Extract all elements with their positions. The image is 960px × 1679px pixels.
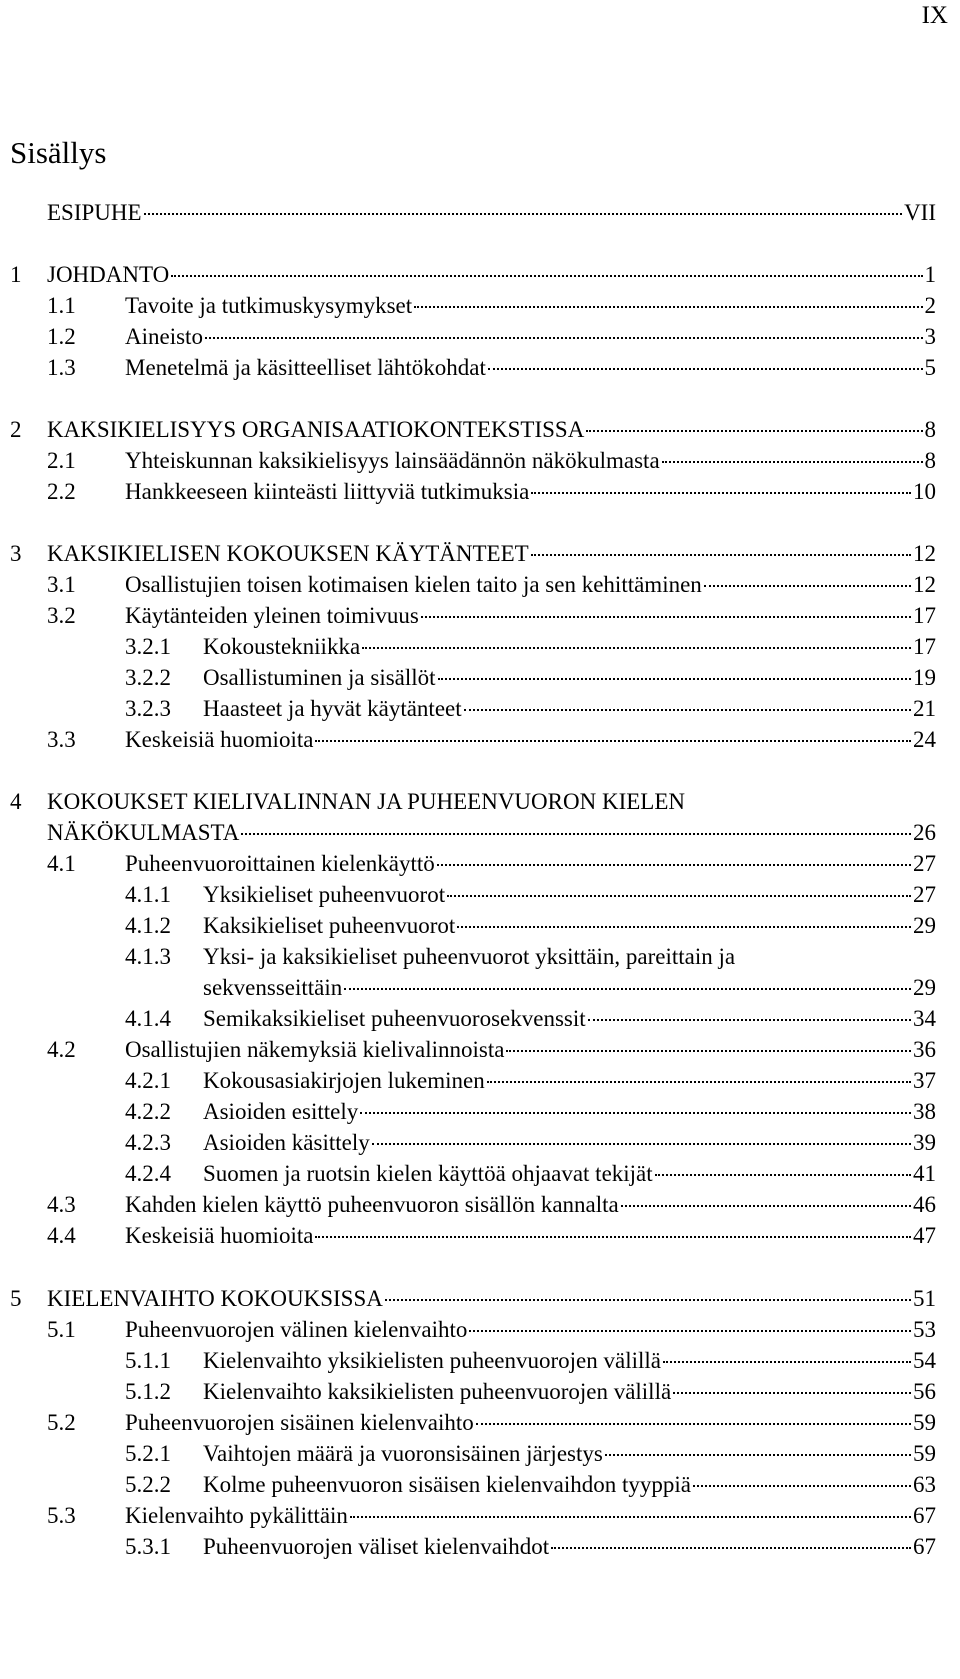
toc-entry-title: KAKSIKIELISEN KOKOUKSEN KÄYTÄNTEET: [47, 541, 529, 566]
toc-entry-page: 41: [913, 1161, 936, 1186]
toc-entry-number: 4.4: [47, 1223, 76, 1248]
toc-entry: [10, 910, 936, 942]
toc-entry: [10, 352, 936, 384]
toc-entry: [10, 1376, 936, 1408]
toc-entry-page: VII: [904, 200, 936, 225]
toc-entry-title: Asioiden esittely: [203, 1099, 359, 1124]
toc-entry-number: 4.2.2: [125, 1099, 171, 1124]
toc-entry: [10, 941, 936, 973]
page-number: IX: [921, 2, 948, 29]
toc-entry-number: 4.1.2: [125, 913, 171, 938]
toc-entry-row: [10, 879, 936, 911]
dot-leader: [531, 492, 911, 494]
toc-entry-page: 56: [913, 1379, 936, 1404]
dot-leader: [447, 895, 911, 897]
toc-entry-number: 4: [10, 789, 22, 814]
toc-entry-row: [10, 476, 936, 508]
toc-entry-page: 27: [913, 882, 936, 907]
toc-entry-title: Osallistujien toisen kotimaisen kielen taito ja sen kehittäminen: [125, 572, 702, 597]
toc-entry-row: [10, 1065, 936, 1097]
toc-entry: [10, 662, 936, 694]
toc-entry-number: 5.3.1: [125, 1534, 171, 1559]
toc-entry-page: 17: [913, 634, 936, 659]
toc-entry-title: Kokousasiakirjojen lukeminen: [203, 1068, 485, 1093]
toc-entry-row: [10, 259, 936, 291]
dot-leader: [350, 1516, 911, 1518]
toc-entry-row: [10, 631, 936, 663]
toc-entry: [10, 1065, 936, 1097]
dot-leader: [464, 709, 911, 711]
toc-entry: [10, 600, 936, 632]
toc-entry-page: 12: [913, 572, 936, 597]
toc-entry: [10, 569, 936, 601]
toc-entry-row: [10, 321, 936, 353]
toc-entry: [10, 1531, 936, 1563]
toc-entry: [10, 1096, 936, 1128]
toc-entry: [10, 1438, 936, 1470]
toc-entry-page: 8: [924, 448, 936, 473]
toc-entry-title: Kokoustekniikka: [203, 634, 361, 659]
toc-entry-page: 19: [913, 665, 936, 690]
toc-entry: [10, 1034, 936, 1066]
toc-entry: [10, 848, 936, 880]
toc-entry-row: [10, 724, 936, 756]
toc-entry-title: Asioiden käsittely: [203, 1130, 370, 1155]
toc-entry-title: Suomen ja ruotsin kielen käyttöä ohjaavat tekijät: [203, 1161, 653, 1186]
toc-entry-title: Yksi- ja kaksikieliset puheenvuorot yksittäin, pareittain ja: [203, 944, 736, 969]
dot-leader: [421, 616, 911, 618]
toc-entry-number: 3.3: [47, 727, 76, 752]
toc-entry-number: 5: [10, 1286, 22, 1311]
toc-entry-number: 4.2.1: [125, 1068, 171, 1093]
toc-entry: [10, 1127, 936, 1159]
toc-heading: Sisällys: [10, 135, 107, 170]
toc-entry: [10, 197, 936, 229]
toc-entry-number: 4.1.3: [125, 944, 171, 969]
toc-entry-page: 10: [913, 479, 936, 504]
toc-entry-number: 3.2: [47, 603, 76, 628]
toc-entry-page: 24: [913, 727, 936, 752]
toc-entry: [10, 1220, 936, 1252]
toc-entry-row: [10, 1158, 936, 1190]
toc-entry-number: 5.1.1: [125, 1348, 171, 1373]
dot-leader: [531, 554, 911, 556]
toc-entry: [10, 817, 936, 849]
toc-entry-row: [10, 1531, 936, 1563]
toc-entry-page: 26: [913, 820, 936, 845]
toc-entry-row: [10, 1096, 936, 1128]
dot-leader: [457, 926, 911, 928]
toc-entry-number: 1.1: [47, 293, 76, 318]
toc-entry-title: Puheenvuorojen väliset kielenvaihdot: [203, 1534, 550, 1559]
toc-entry-number: 3.2.1: [125, 634, 171, 659]
toc-entry-page: 54: [913, 1348, 936, 1373]
toc-entry-row: [10, 1034, 936, 1066]
toc-entry-page: 29: [913, 913, 936, 938]
toc-entry: [10, 724, 936, 756]
toc-entry-page: 2: [924, 293, 936, 318]
toc-entry-row: [10, 786, 936, 818]
toc-entry-title: KIELENVAIHTO KOKOUKSISSA: [47, 1286, 383, 1311]
toc-entry-number: 4.1.4: [125, 1006, 171, 1031]
toc-entry: [10, 321, 936, 353]
toc-entry-number: 3.1: [47, 572, 76, 597]
toc-entry-page: 59: [913, 1441, 936, 1466]
dot-leader: [488, 368, 923, 370]
toc-entry-number: 3: [10, 541, 22, 566]
toc-entry: [10, 1314, 936, 1346]
toc-entry-number: 4.2: [47, 1037, 76, 1062]
dot-leader: [704, 585, 911, 587]
toc-entry-row: [10, 600, 936, 632]
dot-leader: [506, 1050, 911, 1052]
toc-entry-row: [10, 569, 936, 601]
toc-entry: [10, 786, 936, 818]
dot-leader: [437, 864, 911, 866]
toc-entry-page: 59: [913, 1410, 936, 1435]
toc-entry: [10, 476, 936, 508]
toc-entry-row: [10, 1376, 936, 1408]
toc-entry-title: Tavoite ja tutkimuskysymykset: [125, 293, 413, 318]
toc-entry-number: 4.3: [47, 1192, 76, 1217]
toc-entry-page: 51: [913, 1286, 936, 1311]
toc-entry-row: [10, 941, 936, 973]
dot-leader: [344, 988, 911, 990]
dot-leader: [663, 1361, 911, 1363]
toc-entry: [10, 693, 936, 725]
toc-entry-title: Yksikieliset puheenvuorot: [203, 882, 446, 907]
toc-entry-title: Kolme puheenvuoron sisäisen kielenvaihdon tyyppiä: [203, 1472, 692, 1497]
toc-entry-title: Hankkeeseen kiinteästi liittyviä tutkimuksia: [125, 479, 530, 504]
toc-entry-number: 5.2.2: [125, 1472, 171, 1497]
toc-entry: [10, 1469, 936, 1501]
toc-entry-page: 29: [913, 975, 936, 1000]
dot-leader: [241, 833, 911, 835]
toc-entry-title: ESIPUHE: [47, 200, 142, 225]
toc-entry: [10, 538, 936, 570]
toc-entry-number: 2.2: [47, 479, 76, 504]
toc-entry-number: 5.2.1: [125, 1441, 171, 1466]
toc-entry-number: 4.1: [47, 851, 76, 876]
toc-entry: [10, 1283, 936, 1315]
toc-entry-title: Kielenvaihto yksikielisten puheenvuorojen välillä: [203, 1348, 661, 1373]
dot-leader: [673, 1392, 911, 1394]
toc-entry-page: 67: [913, 1534, 936, 1559]
toc-entry-title: Haasteet ja hyvät käytänteet: [203, 696, 462, 721]
toc-entry: [10, 1500, 936, 1532]
dot-leader: [385, 1299, 911, 1301]
toc-entry-page: 17: [913, 603, 936, 628]
toc-entry-row: [10, 1003, 936, 1035]
toc-entry-title: Kahden kielen käyttö puheenvuoron sisällön kannalta: [125, 1192, 619, 1217]
toc-entry-title: Keskeisiä huomioita: [125, 1223, 314, 1248]
dot-leader: [360, 1112, 911, 1114]
toc-entry-row: [10, 1407, 936, 1439]
toc-entry-row: [10, 1438, 936, 1470]
dot-leader: [469, 1330, 911, 1332]
toc-entry-title: KOKOUKSET KIELIVALINNAN JA PUHEENVUORON KIELEN: [47, 789, 685, 814]
toc-entry-row: [10, 197, 936, 229]
toc-entry-number: 1.3: [47, 355, 76, 380]
toc-entry-row: [10, 1469, 936, 1501]
toc-entry-row: [10, 1314, 936, 1346]
toc-entry-number: 4.2.4: [125, 1161, 171, 1186]
dot-leader: [438, 678, 911, 680]
toc-entry-page: 36: [913, 1037, 936, 1062]
toc-entry-row: [10, 1345, 936, 1377]
toc-entry-row: [10, 848, 936, 880]
dot-leader: [655, 1174, 911, 1176]
toc-entry-page: 37: [913, 1068, 936, 1093]
toc-entry: [10, 445, 936, 477]
dot-leader: [205, 337, 923, 339]
toc-entry: [10, 414, 936, 446]
toc-entry-row: [10, 662, 936, 694]
dot-leader: [315, 1236, 911, 1238]
dot-leader: [315, 740, 911, 742]
toc-entry-page: 27: [913, 851, 936, 876]
toc-entry-number: 5.3: [47, 1503, 76, 1528]
dot-leader: [487, 1081, 911, 1083]
toc-entry-row: [10, 290, 936, 322]
dot-leader: [551, 1547, 911, 1549]
toc-entry-row: [10, 1220, 936, 1252]
toc-entry-row: [10, 538, 936, 570]
toc-entry: [10, 1003, 936, 1035]
toc-entry-row: [10, 1189, 936, 1221]
toc-entry-page: 5: [924, 355, 936, 380]
toc-entry-row: [10, 817, 936, 849]
dot-leader: [586, 430, 922, 432]
dot-leader: [662, 461, 923, 463]
toc-entry-title: Vaihtojen määrä ja vuoronsisäinen järjestys: [203, 1441, 603, 1466]
toc-entry-page: 3: [924, 324, 936, 349]
toc-entry-page: 12: [913, 541, 936, 566]
toc-entry: [10, 631, 936, 663]
toc-entry-title: Aineisto: [125, 324, 203, 349]
toc-entry-title: Puheenvuorojen sisäinen kielenvaihto: [125, 1410, 474, 1435]
dot-leader: [693, 1485, 911, 1487]
toc-entry-row: [10, 910, 936, 942]
toc-entry: [10, 259, 936, 291]
toc-entry-number: 4.1.1: [125, 882, 171, 907]
toc-entry-number: 3.2.2: [125, 665, 171, 690]
toc-entry-row: [10, 1283, 936, 1315]
toc-entry-row: [10, 1127, 936, 1159]
toc-entry: [10, 879, 936, 911]
toc-entry-number: 1.2: [47, 324, 76, 349]
toc-entry-number: 1: [10, 262, 22, 287]
toc-entry-row: [10, 1500, 936, 1532]
toc-entry-row: [10, 693, 936, 725]
toc-entry-number: 5.2: [47, 1410, 76, 1435]
toc-entry-page: 34: [913, 1006, 936, 1031]
toc-entry-title: sekvensseittäin: [203, 975, 343, 1000]
dot-leader: [621, 1205, 911, 1207]
toc-entry-page: 53: [913, 1317, 936, 1342]
toc-entry: [10, 290, 936, 322]
toc-entry-title: JOHDANTO: [47, 262, 170, 287]
toc-entry-number: 4.2.3: [125, 1130, 171, 1155]
dot-leader: [171, 275, 922, 277]
toc-entry: [10, 1189, 936, 1221]
dot-leader: [414, 306, 922, 308]
toc-entry-title: Puheenvuoroittainen kielenkäyttö: [125, 851, 435, 876]
toc-entry-number: 5.1: [47, 1317, 76, 1342]
toc-entry-row: [10, 972, 936, 1004]
toc-entry-title: Käytänteiden yleinen toimivuus: [125, 603, 419, 628]
toc-entry-title: Osallistujien näkemyksiä kielivalinnoista: [125, 1037, 505, 1062]
toc-entry: [10, 1345, 936, 1377]
toc-entry: [10, 972, 936, 1004]
toc-entry-title: Yhteiskunnan kaksikielisyys lainsäädännön näkökulmasta: [125, 448, 660, 473]
toc-entry-number: 3.2.3: [125, 696, 171, 721]
toc-entry-page: 38: [913, 1099, 936, 1124]
dot-leader: [372, 1143, 911, 1145]
toc-entry-page: 39: [913, 1130, 936, 1155]
toc-entry-row: [10, 414, 936, 446]
toc-entry-title: Puheenvuorojen välinen kielenvaihto: [125, 1317, 468, 1342]
toc-entry-number: 2: [10, 417, 22, 442]
toc-entry-number: 2.1: [47, 448, 76, 473]
toc-entry-page: 8: [924, 417, 936, 442]
dot-leader: [588, 1019, 911, 1021]
toc-entry-title: Kielenvaihto pykälittäin: [125, 1503, 348, 1528]
dot-leader: [362, 647, 911, 649]
dot-leader: [476, 1423, 911, 1425]
toc-entry: [10, 1407, 936, 1439]
toc-entry-title: Kaksikieliset puheenvuorot: [203, 913, 456, 938]
toc-entry-title: Semikaksikieliset puheenvuorosekvenssit: [203, 1006, 586, 1031]
toc-entry-number: 5.1.2: [125, 1379, 171, 1404]
toc-entry-page: 46: [913, 1192, 936, 1217]
toc-entry-title: Kielenvaihto kaksikielisten puheenvuorojen välillä: [203, 1379, 672, 1404]
toc-entry-page: 67: [913, 1503, 936, 1528]
toc-entry-title: NÄKÖKULMASTA: [47, 820, 240, 845]
toc-entry-page: 47: [913, 1223, 936, 1248]
toc-entry-row: [10, 352, 936, 384]
toc-entry-title: Osallistuminen ja sisällöt: [203, 665, 436, 690]
toc-entry-page: 21: [913, 696, 936, 721]
toc-entry-page: 63: [913, 1472, 936, 1497]
dot-leader: [605, 1454, 911, 1456]
dot-leader: [144, 213, 903, 215]
toc-entry-title: Menetelmä ja käsitteelliset lähtökohdat: [125, 355, 486, 380]
toc-entry-title: KAKSIKIELISYYS ORGANISAATIOKONTEKSTISSA: [47, 417, 585, 442]
toc-entry-page: 1: [924, 262, 936, 287]
toc-entry: [10, 1158, 936, 1190]
toc-entry-title: Keskeisiä huomioita: [125, 727, 314, 752]
toc-entry-row: [10, 445, 936, 477]
